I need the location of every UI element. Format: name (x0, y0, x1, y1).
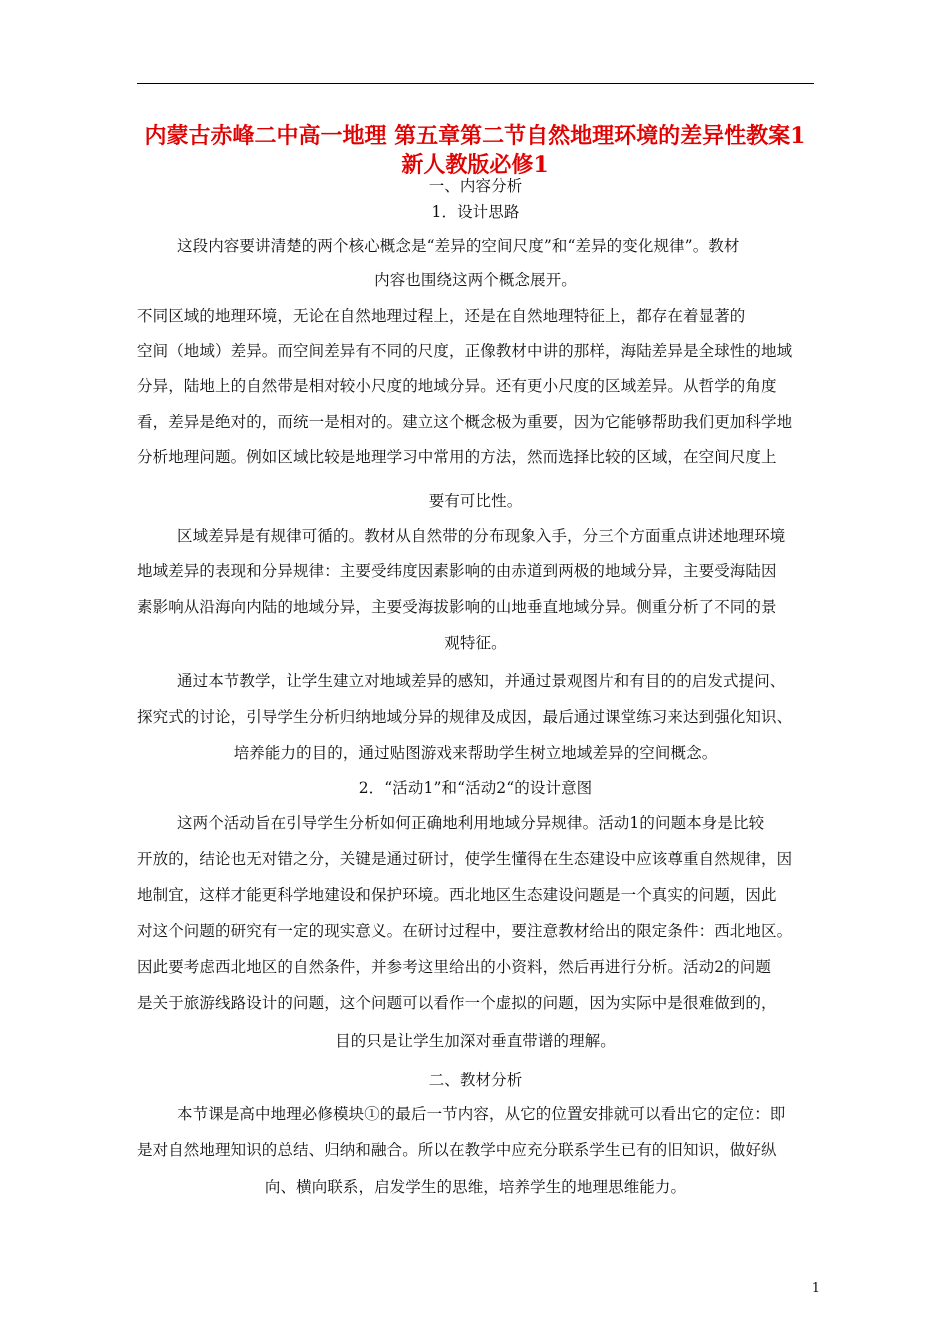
header-rule (137, 83, 814, 84)
paragraph-line: 区域差异是有规律可循的。教材从自然带的分布现象入手，分三个方面重点讲述地理环境 (177, 527, 786, 545)
paragraph-line: 对这个问题的研究有一定的现实意义。在研讨过程中，要注意教材给出的限定条件：西北地区。 (137, 922, 793, 940)
paragraph-line: 素影响从沿海向内陆的地域分异，主要受海拔影响的山地垂直地域分异。侧重分析了不同的景 (137, 598, 777, 616)
paragraph-line: 看，差异是绝对的，而统一是相对的。建立这个概念极为重要，因为它能够帮助我们更加科学地 (137, 413, 793, 431)
paragraph-line: 是关于旅游线路设计的问题，这个问题可以看作一个虚拟的问题，因为实际中是很难做到的， (137, 994, 777, 1012)
paragraph-line: 分析地理问题。例如区域比较是地理学习中常用的方法，然而选择比较的区域，在空间尺度上 (137, 448, 777, 466)
paragraph-line: 开放的，结论也无对错之分，关键是通过研讨，使学生懂得在生态建设中应该尊重自然规律，因 (137, 850, 793, 868)
paragraph-line: 是对自然地理知识的总结、归纳和融合。所以在教学中应充分联系学生已有的旧知识，做好纵 (137, 1141, 777, 1159)
paragraph-line: 内容也围绕这两个概念展开。 (374, 271, 577, 289)
paragraph-line: 向、横向联系，启发学生的思维，培养学生的地理思维能力。 (264, 1178, 687, 1196)
paragraph-line: 目的只是让学生加深对垂直带谱的理解。 (335, 1032, 616, 1050)
paragraph-line: 要有可比性。 (428, 492, 523, 510)
paragraph-line: 观特征。 (444, 634, 507, 652)
paragraph-line: 因此要考虑西北地区的自然条件，并参考这里给出的小资料，然后再进行分析。活动2的问题 (137, 958, 771, 976)
document-title (120, 122, 830, 180)
subheading-activity-intent: 2．“活动1”和“活动2“的设计意图 (358, 779, 593, 797)
paragraph-line: 地域差异的表现和分异规律：主要受纬度因素影响的由赤道到两极的地域分异，主要受海陆因 (137, 562, 777, 580)
page-number: 1 (811, 1281, 820, 1296)
section-heading-textbook-analysis: 二、教材分析 (428, 1071, 523, 1089)
paragraph-line: 这两个活动旨在引导学生分析如何正确地利用地域分异规律。活动1的问题本身是比较 (177, 814, 765, 832)
paragraph-line: 不同区域的地理环境，无论在自然地理过程上，还是在自然地理特征上，都存在着显著的 (137, 307, 746, 325)
paragraph-line: 探究式的讨论，引导学生分析归纳地域分异的规律及成因，最后通过课堂练习来达到强化知识、 (137, 708, 793, 726)
paragraph-line: 分异，陆地上的自然带是相对较小尺度的地域分异。还有更小尺度的区域差异。从哲学的角度 (137, 377, 777, 395)
section-heading-content-analysis: 一、内容分析 (428, 177, 523, 195)
title-line-2: 新人教版必修1 (401, 152, 549, 178)
paragraph-line: 空间（地域）差异。而空间差异有不同的尺度，正像教材中讲的那样，海陆差异是全球性的地域 (137, 342, 793, 360)
subheading-design-idea: 1．设计思路 (431, 203, 520, 221)
paragraph-line: 培养能力的目的，通过贴图游戏来帮助学生树立地域差异的空间概念。 (233, 744, 718, 762)
paragraph-line: 这段内容要讲清楚的两个核心概念是“差异的空间尺度”和“差异的变化规律”。教材 (177, 237, 740, 255)
title-line-1: 内蒙古赤峰二中高一地理 第五章第二节自然地理环境的差异性教案1 (144, 123, 806, 149)
paragraph-line: 地制宜，这样才能更科学地建设和保护环境。西北地区生态建设问题是一个真实的问题，因此 (137, 886, 777, 904)
paragraph-line: 本节课是高中地理必修模块①的最后一节内容，从它的位置安排就可以看出它的定位：即 (177, 1105, 786, 1123)
paragraph-line: 通过本节教学，让学生建立对地域差异的感知，并通过景观图片和有目的的启发式提问、 (177, 672, 786, 690)
